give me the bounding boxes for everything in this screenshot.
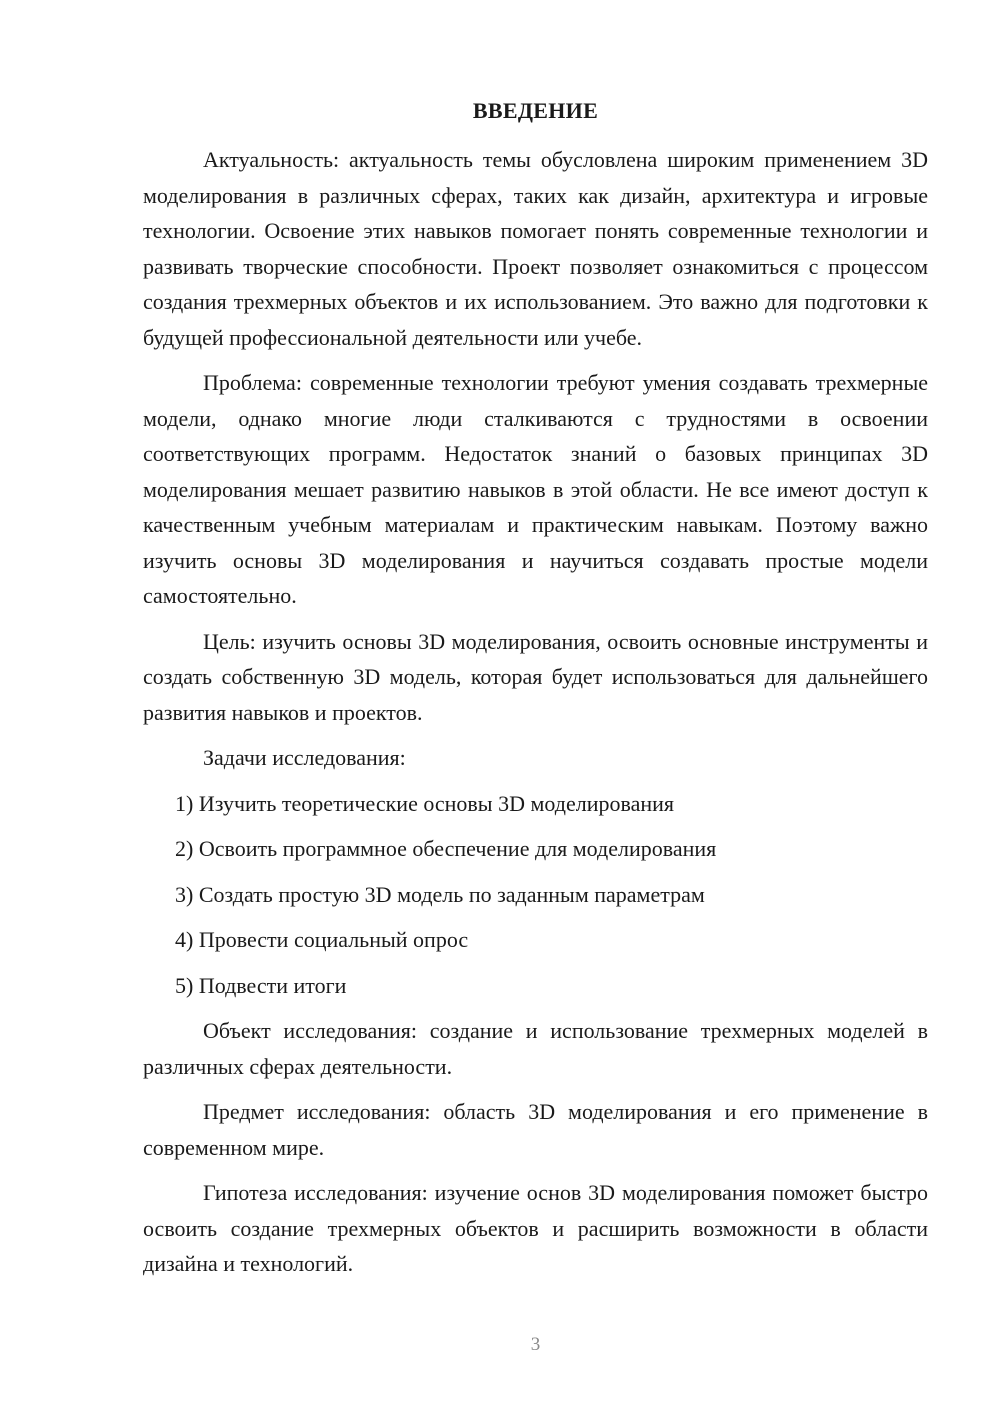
list-item: 1) Изучить теоретические основы 3D моделирования xyxy=(175,790,674,816)
paragraph-goal: Цель: изучить основы 3D моделирования, освоить основные инструменты и создать собственную 3D модель, которая будет использоваться для дальнейшего развития навыков и проектов. xyxy=(143,628,928,725)
section-heading: ВВЕДЕНИЕ xyxy=(472,98,599,123)
list-item: 5) Подвести итоги xyxy=(175,972,347,998)
list-item: 2) Освоить программное обеспечение для моделирования xyxy=(175,836,717,861)
tasks-label: Задачи исследования: xyxy=(203,745,406,770)
tasks-list xyxy=(143,786,928,1004)
list-item: 3) Создать простую 3D модель по заданным параметрам xyxy=(175,881,705,907)
paragraph-relevance: Актуальность: актуальность темы обусловлена широким применением 3D моделирования в различных сферах, таких как дизайн, архитектура и игровые технологии. Освоение этих навыков помогает понять современные технологии и развивать творческие способности. Проект позволяет ознакомиться с процессом создания трехмерных объектов и их использованием. Это важно для подготовки к будущей профессиональной деятельности или учебе. xyxy=(143,147,928,350)
paragraph-hypothesis: Гипотеза исследования: изучение основ 3D моделирования поможет быстро освоить создание трехмерных объектов и расширить возможности в области дизайна и технологий. xyxy=(143,1180,928,1276)
page-number: 3 xyxy=(530,1334,541,1355)
paragraph-subject: Предмет исследования: область 3D моделирования и его применение в современном мире. xyxy=(143,1099,928,1160)
paragraph-problem: Проблема: современные технологии требуют умения создавать трехмерные модели, однако многие люди сталкиваются с трудностями в освоении соответствующих программ. Недостаток знаний о базовых принципах 3D моделирования мешает развитию навыков в этой области. Не все имеют доступ к качественным учебным материалам и практическим навыкам. Поэтому важно изучить основы 3D моделирования и научиться создавать простые модели самостоятельно. xyxy=(143,370,928,608)
paragraph-object: Объект исследования: создание и использование трехмерных моделей в различных сферах деятельности. xyxy=(143,1018,928,1079)
document-body xyxy=(143,142,928,1292)
list-item: 4) Провести социальный опрос xyxy=(175,927,469,952)
